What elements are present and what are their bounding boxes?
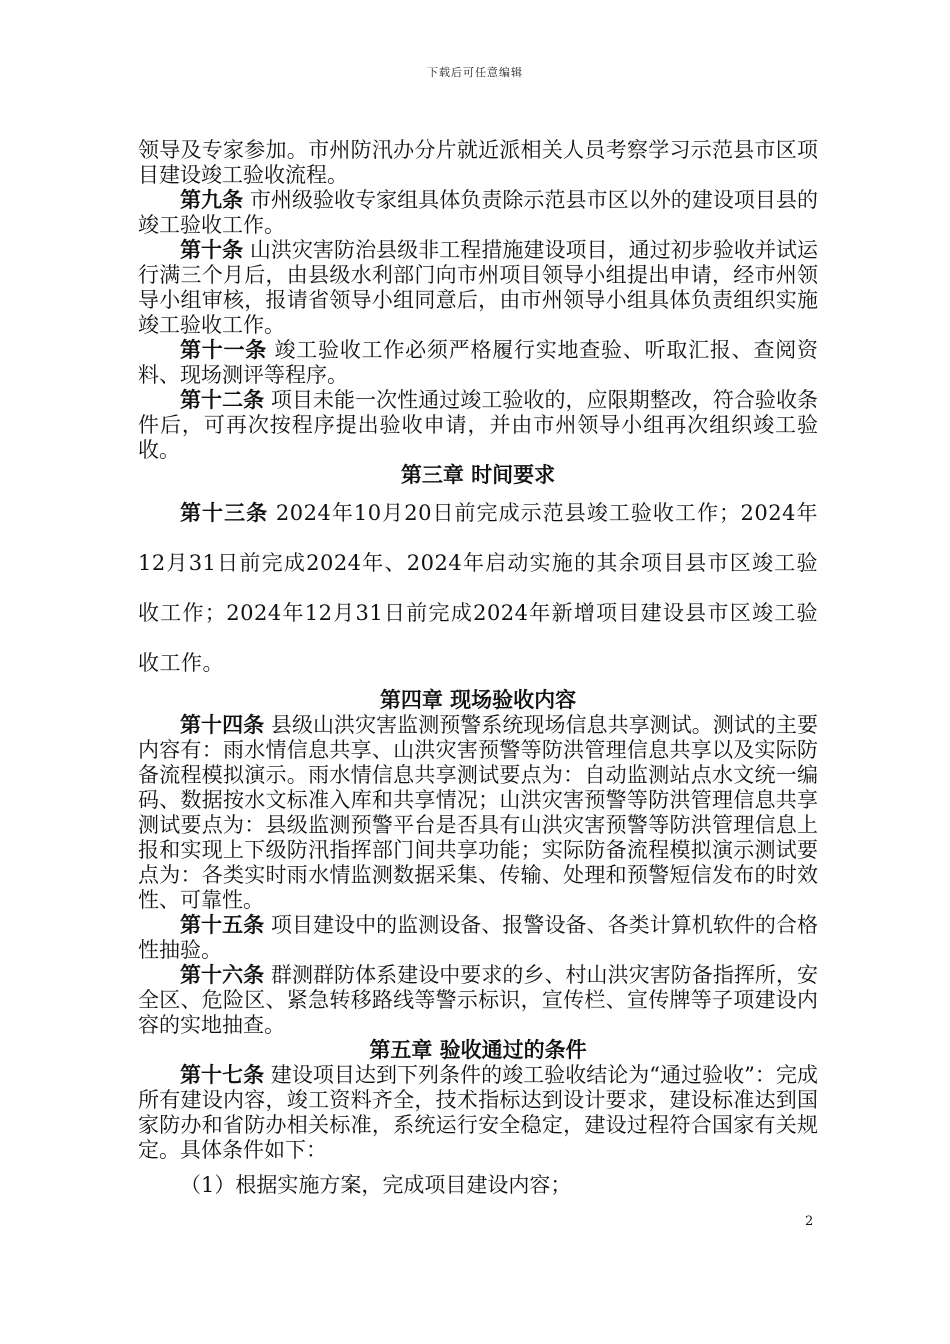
article-17-title: 第十七条 bbox=[180, 1063, 265, 1087]
article-14-title: 第十四条 bbox=[180, 713, 265, 737]
article-15-title: 第十五条 bbox=[180, 913, 265, 937]
chapter-5-heading: 第五章 验收通过的条件 bbox=[369, 1038, 587, 1062]
condition-item-1: （1）根据实施方案，完成项目建设内容； bbox=[180, 1173, 572, 1197]
article-14-text: 县级山洪灾害监测预警系统现场信息共享测试。测试的主要内容有：雨水情信息共享、山洪灾害预警等防洪管理信息共享以及实际防备流程模拟演示。雨水情信息共享测试要点为：自动监测站点水文统一编码、数据按水文标准入库和共享情况；山洪灾害预警等防洪管理信息共享测试要点为：县级监测预警平台是否具有山洪灾害预警等防洪管理信息上报和实现上下级防汛指挥部门间共享功能；实际防备流程模拟演示测试要点为：各类实时雨水情监测数据采集、传输、处理和预警短信发布的时效性、可靠性。 bbox=[138, 713, 818, 912]
article-12-text: 项目未能一次性通过竣工验收的，应限期整改，符合验收条件后，可再次按程序提出验收申请，并由市州领导小组再次组织竣工验收。 bbox=[138, 388, 818, 462]
article-11 bbox=[138, 338, 818, 388]
page-number: 2 bbox=[805, 1214, 814, 1229]
article-13-title: 第十三条 bbox=[180, 501, 269, 525]
page-header: 下载后可任意编辑 bbox=[427, 66, 523, 79]
article-11-text: 竣工验收工作必须严格履行实地查验、听取汇报、查阅资料、现场测评等程序。 bbox=[138, 338, 818, 387]
article-13-text: 2024年10月20日前完成示范县竣工验收工作；2024年12月31日前完成2024年、2024年启动实施的其余项目县市区竣工验收工作；2024年12月31日前完成2024年新增项目建设县市区竣工验收工作。 bbox=[138, 501, 818, 675]
article-10 bbox=[138, 238, 818, 338]
article-9 bbox=[138, 188, 818, 238]
article-13 bbox=[138, 488, 818, 688]
article-16-title: 第十六条 bbox=[180, 963, 265, 987]
article-15-text: 项目建设中的监测设备、报警设备、各类计算机软件的合格性抽验。 bbox=[138, 913, 818, 962]
document-body bbox=[138, 138, 818, 1198]
article-12-title: 第十二条 bbox=[180, 388, 265, 412]
paragraph-continuation: 领导及专家参加。市州防汛办分片就近派相关人员考察学习示范县市区项目建设竣工验收流程。 bbox=[138, 138, 818, 187]
article-11-title: 第十一条 bbox=[180, 338, 268, 362]
article-17 bbox=[138, 1063, 818, 1163]
article-12 bbox=[138, 388, 818, 463]
chapter-4-heading: 第四章 现场验收内容 bbox=[379, 688, 577, 712]
article-15 bbox=[138, 913, 818, 963]
article-10-text: 山洪灾害防治县级非工程措施建设项目，通过初步验收并试运行满三个月后，由县级水利部门向市州项目领导小组提出申请，经市州领导小组审核，报请省领导小组同意后，由市州领导小组具体负责组织实施竣工验收工作。 bbox=[138, 238, 818, 337]
article-9-title: 第九条 bbox=[180, 188, 244, 212]
article-10-title: 第十条 bbox=[180, 238, 244, 262]
chapter-3-heading: 第三章 时间要求 bbox=[400, 463, 556, 487]
article-16 bbox=[138, 963, 818, 1038]
article-17-text: 建设项目达到下列条件的竣工验收结论为“通过验收”：完成所有建设内容，竣工资料齐全，技术指标达到设计要求，建设标准达到国家防办和省防办相关标准，系统运行安全稳定，建设过程符合国家有关规定。具体条件如下： bbox=[138, 1063, 818, 1162]
article-16-text: 群测群防体系建设中要求的乡、村山洪灾害防备指挥所，安全区、危险区、紧急转移路线等警示标识，宣传栏、宣传牌等子项建设内容的实地抽查。 bbox=[138, 963, 818, 1037]
article-9-text: 市州级验收专家组具体负责除示范县市区以外的建设项目县的竣工验收工作。 bbox=[138, 188, 818, 237]
article-14 bbox=[138, 713, 818, 913]
